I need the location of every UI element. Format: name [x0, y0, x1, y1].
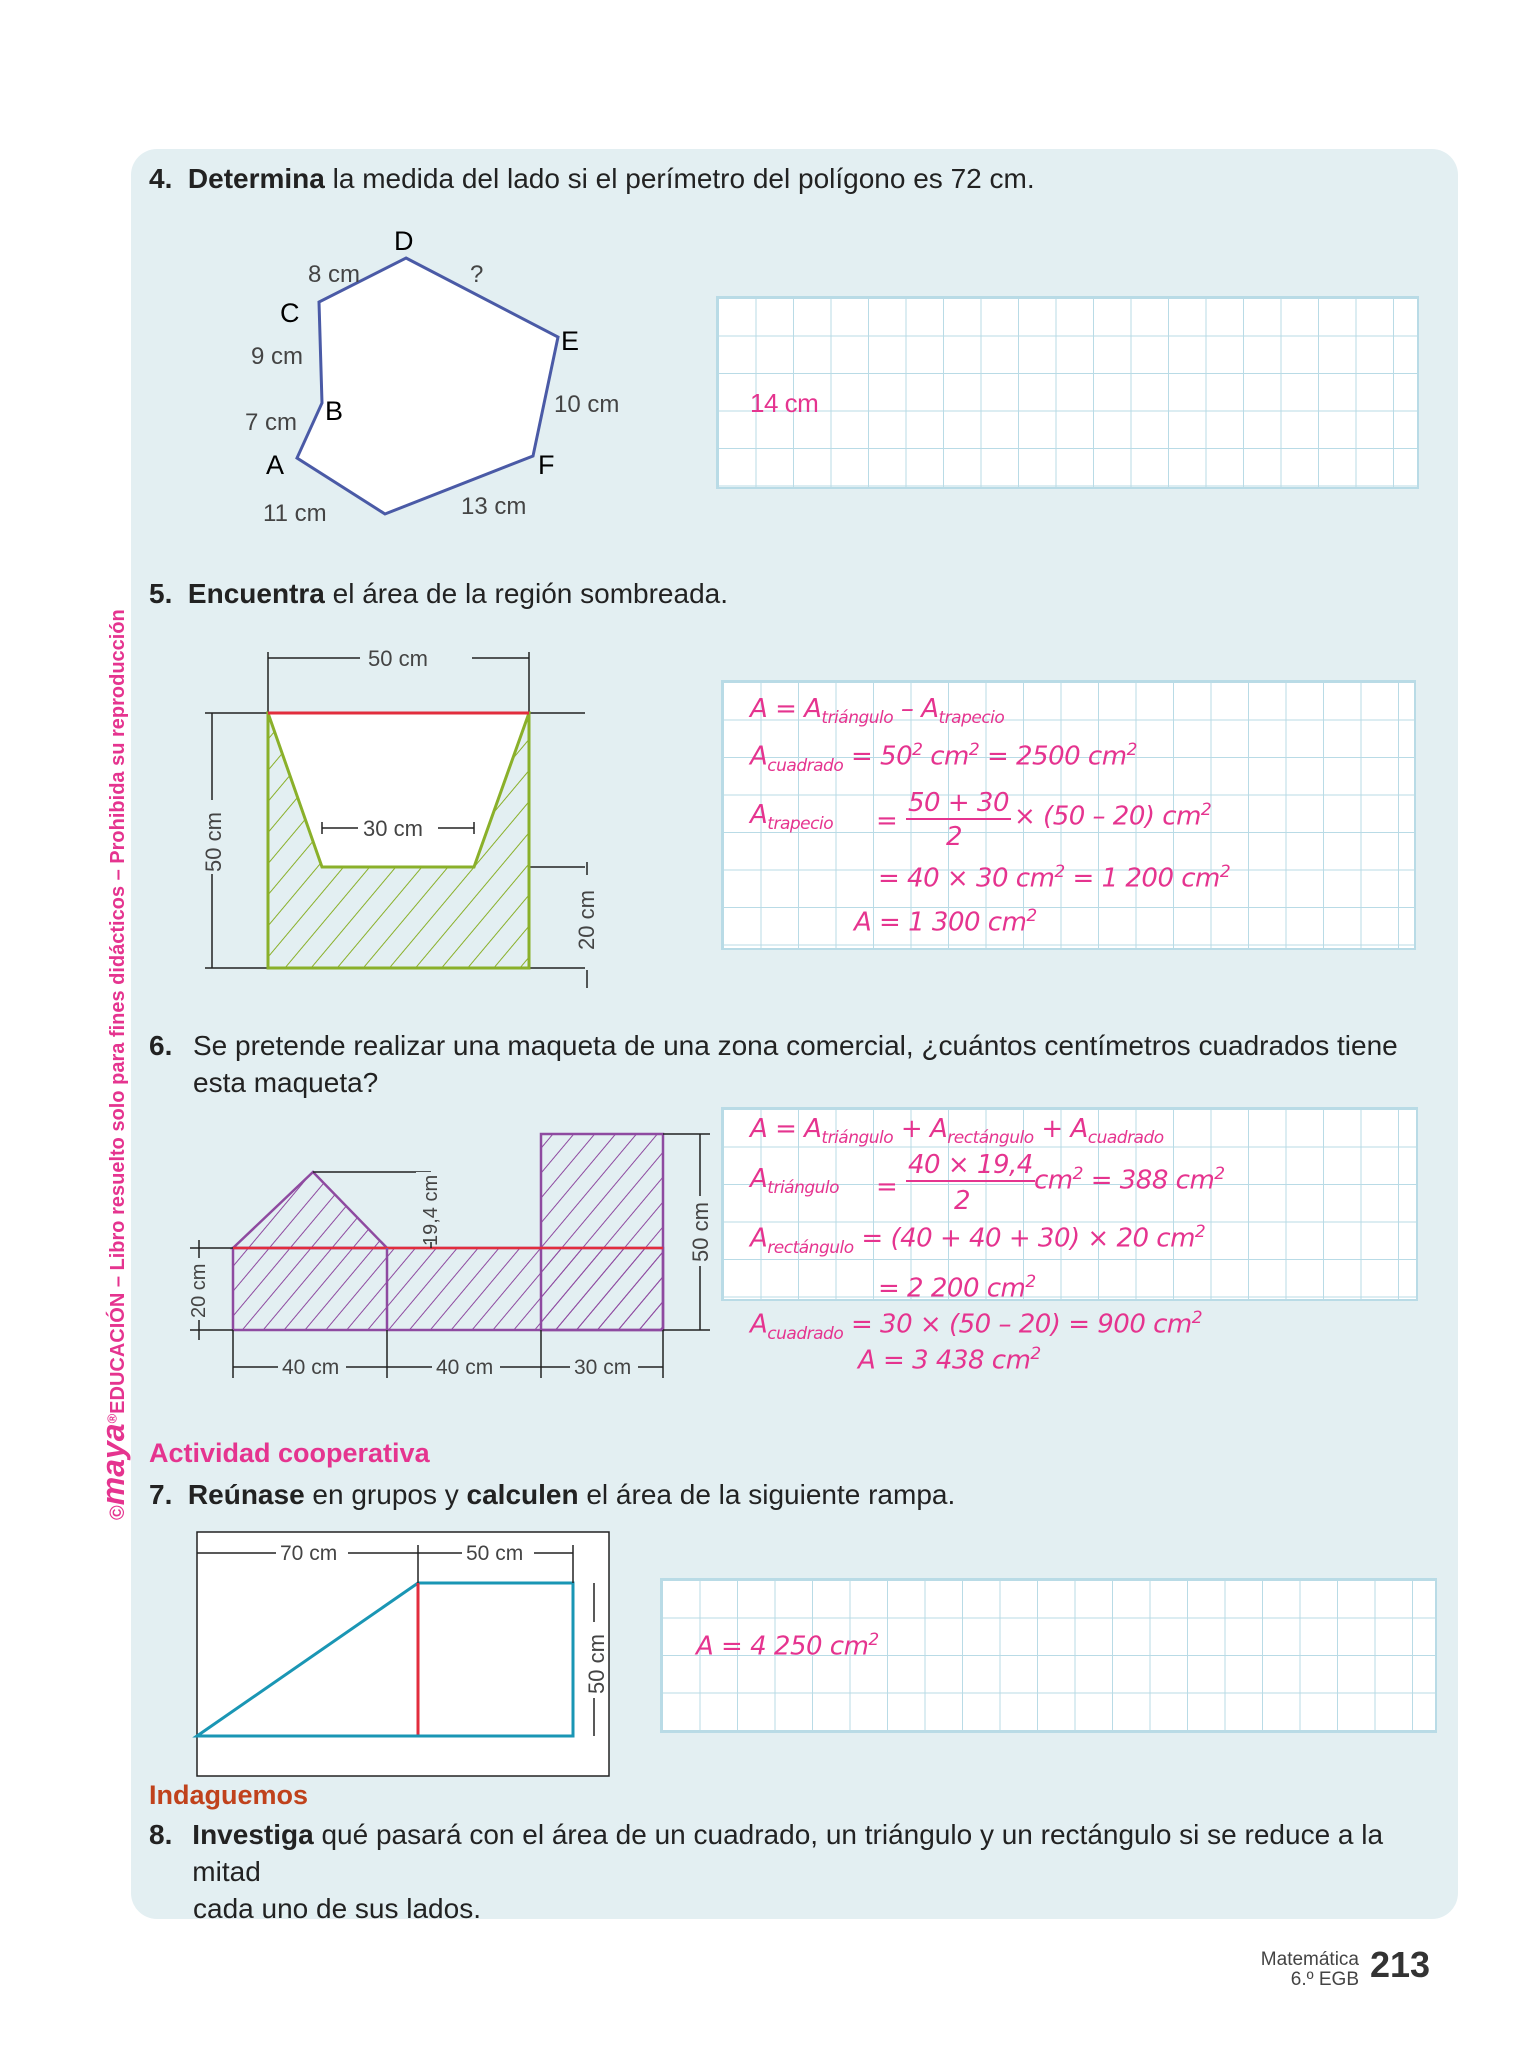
q5-fraction-denominator: 2 — [946, 822, 963, 852]
vertex-e: E — [561, 326, 580, 356]
q5-line-3-eq: = — [876, 806, 898, 836]
q7-verb-1: Reúnase — [187, 1479, 305, 1510]
side-af-label: 11 cm — [263, 500, 327, 527]
copyright-symbol: © — [107, 1505, 129, 1520]
q8-text-1: qué pasará con el área de un cuadrado, un triángulo y un rectángulo si se reduce a la mitad — [192, 1819, 1384, 1887]
section-title-indaguemos: Indaguemos — [149, 1780, 309, 1810]
q6-base-3: 30 cm — [574, 1356, 632, 1379]
q7-verb-2: calculen — [466, 1479, 579, 1510]
q4-text: la medida del lado si el perímetro del polígono es 72 cm. — [324, 163, 1035, 194]
q6-line-3: $A_{rectángulo} = (40 + 40 + 30) \times 20$ $cm^2$ — [750, 1222, 1206, 1258]
brand-logo: maya — [95, 1423, 131, 1506]
q6-fraction-numerator: 40 × 19,4 — [908, 1150, 1033, 1180]
q7-number: 7. — [149, 1479, 173, 1510]
q5-right-dim: 20 cm — [574, 890, 599, 950]
q6-text-line1: Se pretende realizar una maqueta de una zona comercial, ¿cuántos centímetros cuadrados tiene — [193, 1030, 1398, 1061]
vertex-d: D — [394, 226, 414, 256]
ramp-top-dim-1: 70 cm — [280, 1542, 338, 1565]
registered-mark: ® — [104, 1413, 120, 1424]
q5-fraction-numerator: 50 + 30 — [908, 788, 1009, 818]
q6-line-2-label: $A_{triángulo}$ — [750, 1164, 840, 1199]
q5-line-3-rest: × (50 – 20) $cm^2$ — [1014, 800, 1212, 832]
q4-verb: Determina — [187, 163, 325, 194]
q6-line-5: $A_{cuadrado} = 30 \times (50 - 20) = 900$ $cm^2$ — [750, 1308, 1203, 1344]
q5-line-5: A = 1 300 $cm^2$ — [854, 906, 1037, 938]
q5-top-dim: 50 cm — [368, 646, 428, 671]
vertex-f: F — [538, 450, 555, 480]
footer-label — [1261, 1950, 1359, 1990]
q5-text: el área de la región sombreada. — [324, 578, 729, 609]
q6-line-2-eq: = — [876, 1172, 898, 1202]
q6-base-1: 40 cm — [282, 1356, 340, 1379]
q8-number: 8. — [149, 1819, 173, 1850]
q5-inner-dim: 30 cm — [363, 816, 423, 841]
ramp-top-dim-2: 50 cm — [466, 1542, 524, 1565]
q6-fraction-denominator: 2 — [954, 1186, 971, 1216]
q6-line-4: = 2 200 $cm^2$ — [878, 1272, 1036, 1304]
vertex-a: A — [266, 450, 285, 480]
q8-verb: Investiga — [192, 1819, 314, 1850]
q8-text-2: cada uno de sus lados. — [193, 1893, 481, 1924]
side-fg-label: 13 cm — [461, 493, 527, 520]
q5-line-1: $A = A_{triángulo} - A_{trapecio}$ — [750, 694, 1005, 729]
q6-right-dim: 50 cm — [688, 1202, 713, 1262]
q6-triangle-height: 19,4 cm — [420, 1174, 442, 1246]
vertex-b: B — [325, 396, 344, 426]
q5-line-4: = 40 × 30 $cm^2 = 1$ 200 $cm^2$ — [878, 862, 1231, 894]
side-text: EDUCACIÓN – Libro resuelto solo para fines didácticos – Prohibida su reproducción — [107, 609, 129, 1414]
side-ef-label: 10 cm — [554, 391, 620, 418]
ramp-right-dim: 50 cm — [584, 1634, 609, 1694]
side-ba-label: 7 cm — [245, 409, 298, 436]
footer-grade: 6.º EGB — [1290, 1969, 1359, 1990]
q6-line-1: $A = A_{triángulo} + A_{rectángulo} + A_{cuadrado}$ — [750, 1114, 1164, 1149]
vertex-c: C — [280, 298, 300, 328]
q5-line-3-label: $A_{trapecio}$ — [750, 800, 834, 835]
q6-left-dim: 20 cm — [188, 1263, 210, 1318]
q6-line-6: A = 3 438 $cm^2$ — [858, 1344, 1041, 1376]
side-de-label: ? — [470, 261, 484, 288]
q5-line-2: $A_{cuadrado} = 50^2$ $cm^2 = 2500$ $cm^2$ — [750, 740, 1137, 776]
q5-number: 5. — [149, 578, 173, 609]
q7-text-2: el área de la siguiente rampa. — [578, 1479, 956, 1510]
answer-4: 14 cm — [750, 388, 819, 418]
side-dc-label: 8 cm — [308, 261, 361, 288]
q4-number: 4. — [149, 163, 173, 194]
answer-7: A = 4 250 $cm^2$ — [696, 1630, 879, 1662]
q7-text-1: en grupos y — [304, 1479, 467, 1510]
section-title-cooperativa: Actividad cooperativa — [149, 1438, 430, 1468]
question-8 — [149, 1816, 1439, 1927]
q5-verb: Encuentra — [187, 578, 325, 609]
q5-left-dim: 50 cm — [201, 812, 226, 872]
page-number: 213 — [1370, 1944, 1431, 1985]
q6-text-line2: esta maqueta? — [193, 1067, 379, 1098]
side-cb-label: 9 cm — [251, 343, 304, 370]
footer-subject: Matemática — [1260, 1949, 1359, 1970]
q6-line-2-rest: $cm^2 = 388$ $cm^2$ — [1034, 1164, 1225, 1196]
q6-number: 6. — [149, 1030, 173, 1061]
q6-base-2: 40 cm — [436, 1356, 494, 1379]
